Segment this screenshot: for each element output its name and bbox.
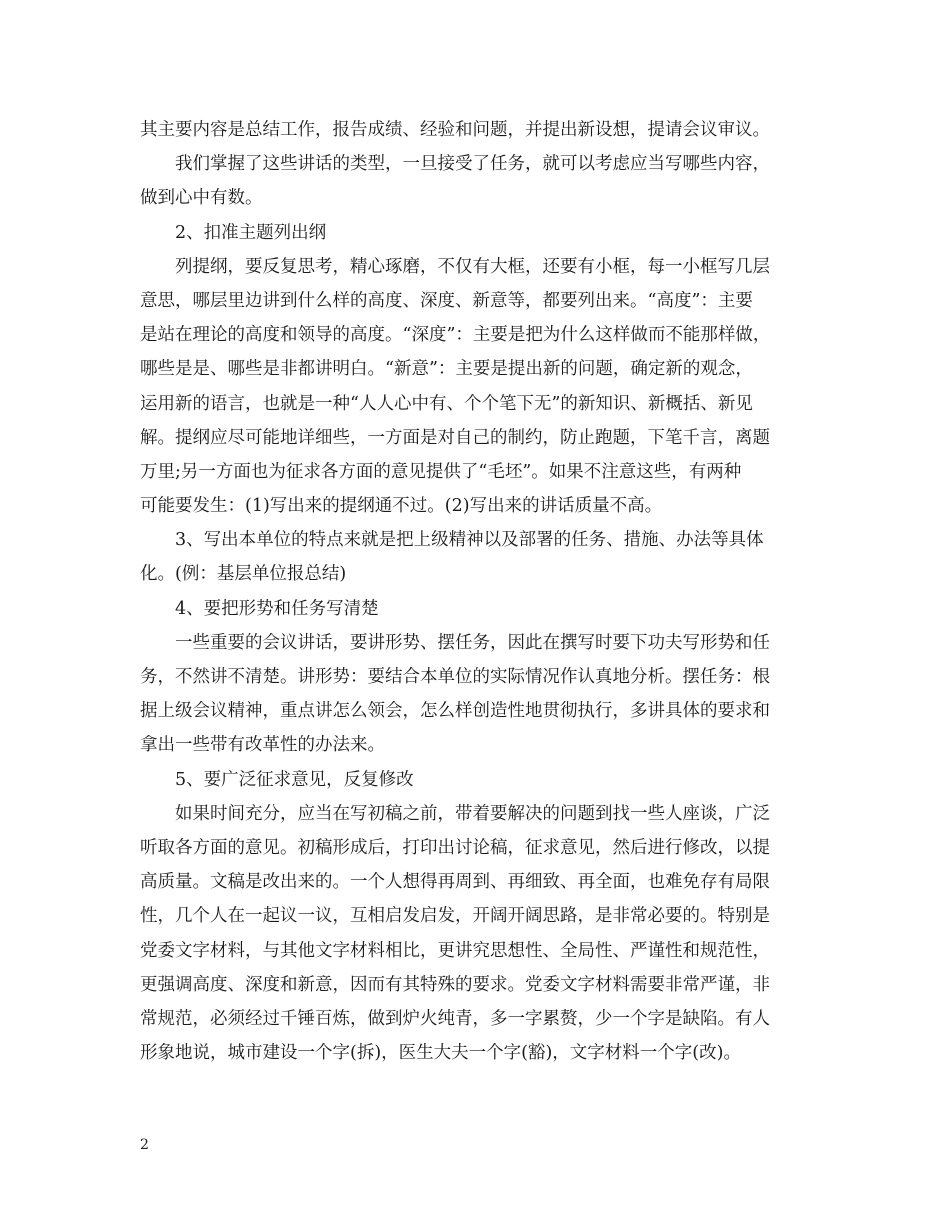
section-heading: 2、扣准主题列出纲 <box>175 222 327 243</box>
text-line: 意思，哪层里边讲到什么样的高度、深度、新意等，都要列出来。“高度”：主要 <box>140 290 753 311</box>
body-text <box>140 113 820 1070</box>
text-line: 据上级会议精神，重点讲怎么领会，怎么样创造性地贯彻执行，多讲具体的要求和 <box>140 701 770 722</box>
text-line: 形象地说，城市建设一个字(拆)，医生大夫一个字(豁)，文字材料一个字(改)。 <box>140 1043 741 1064</box>
text-line: 常规范，必须经过千锤百炼，做到炉火纯青，多一字累赘，少一个字是缺陷。有人 <box>140 1008 770 1029</box>
text-line: 化。(例：基层单位报总结) <box>140 564 347 585</box>
text-line: 更强调高度、深度和新意，因而有其特殊的要求。党委文字材料需要非常严谨，非 <box>140 974 770 995</box>
text-line: 是站在理论的高度和领导的高度。“深度”：主要是把为什么这样做而不能那样做， <box>140 325 771 346</box>
paragraph-start-line: 如果时间充分，应当在写初稿之前，带着要解决的问题到找一些人座谈，广泛 <box>175 803 770 824</box>
section-heading: 3、写出本单位的特点来就是把上级精神以及部署的任务、措施、办法等具体 <box>175 530 764 551</box>
paragraph-start-line: 一些重要的会议讲话，要讲形势、摆任务，因此在撰写时要下功夫写形势和任 <box>175 632 770 653</box>
text-line: 拿出一些带有改革性的办法来。 <box>140 735 385 756</box>
text-line: 哪些是是、哪些是非都讲明白。“新意”：主要是提出新的问题，确定新的观念， <box>140 359 753 380</box>
text-line: 党委文字材料，与其他文字材料相比，更讲究思想性、全局性、严谨性和规范性， <box>140 940 770 961</box>
text-line: 做到心中有数。 <box>140 188 263 209</box>
text-line: 其主要内容是总结工作，报告成绩、经验和问题，并提出新设想，提请会议审议。 <box>140 120 770 140</box>
text-line: 性，几个人在一起议一议，互相启发启发，开阔开阔思路，是非常必要的。特别是 <box>140 906 770 927</box>
text-line: 解。提纲应尽可能地详细些，一方面是对自己的制约，防止跑题，下笔千言，离题 <box>140 427 770 448</box>
text-line: 运用新的语言，也就是一种“人人心中有、个个笔下无”的新知识、新概括、新见 <box>140 393 753 414</box>
section-heading: 4、要把形势和任务写清楚 <box>175 598 379 619</box>
section-heading: 5、要广泛征求意见，反复修改 <box>175 769 414 790</box>
text-line: 高质量。文稿是改出来的。一个人想得再周到、再细致、再全面，也难免存有局限 <box>140 872 770 893</box>
paragraph-start-line: 列提纲，要反复思考，精心琢磨，不仅有大框，还要有小框，每一小框写几层 <box>175 256 770 277</box>
text-line: 可能要发生：(1)写出来的提纲通不过。(2)写出来的讲话质量不高。 <box>140 496 663 517</box>
paragraph-start-line: 我们掌握了这些讲话的类型，一旦接受了任务，就可以考虑应当写哪些内容， <box>175 154 770 175</box>
text-line: 万里;另一方面也为征求各方面的意见提供了“毛坯”。如果不注意这些，有两种 <box>140 461 742 482</box>
page-number: 2 <box>140 1137 149 1153</box>
text-line: 务，不然讲不清楚。讲形势：要结合本单位的实际情况作认真地分析。摆任务：根 <box>140 667 770 687</box>
text-line: 听取各方面的意见。初稿形成后，打印出讨论稿，征求意见，然后进行修改，以提 <box>140 837 770 858</box>
